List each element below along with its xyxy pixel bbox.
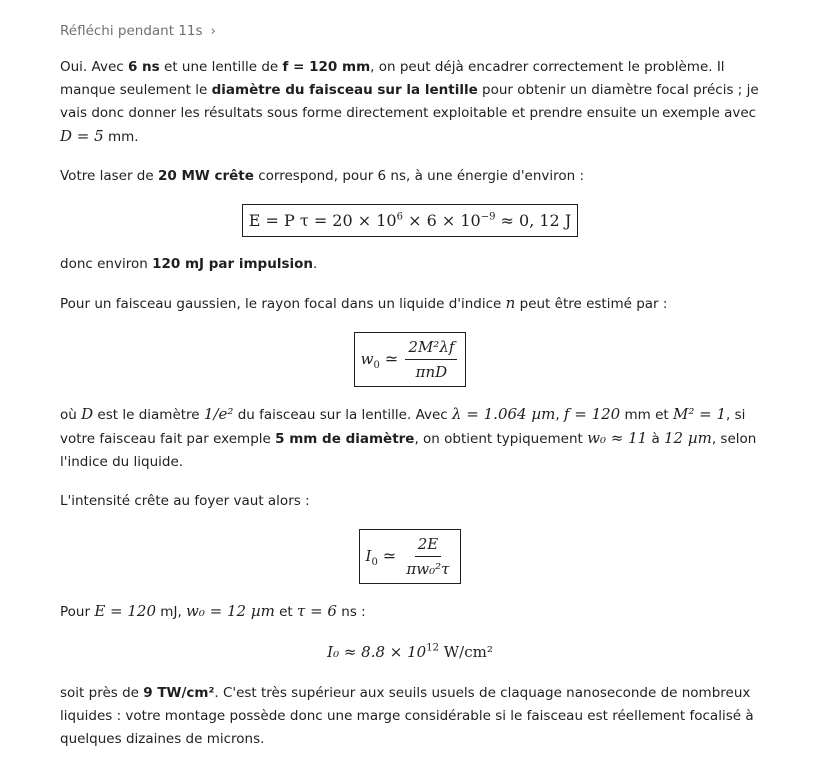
assistant-message — [60, 56, 760, 767]
equation-intensity: $I_0$ ≃ $\frac{2E}{\text{πw₀²τ}}$ — [60, 529, 760, 584]
paragraph-example: Pour E = 120 mJ, w₀ = 12 µm et τ = 6 ns : — [60, 602, 366, 620]
paragraph-gaussian: Pour un faisceau gaussien, le rayon focal dans un liquide d'indice n peut être estimé par : — [60, 294, 668, 312]
chevron-right-icon: › — [210, 23, 216, 39]
paragraph-conclusion: soit près de 9 TW/cm². C'est très supérieur aux seuils usuels de claquage nanoseconde de nombreux liquides : votre montage possède donc une marge considérable si le faisceau est réellement focalisé à quelques dizaines de microns. — [60, 685, 754, 747]
equation-waist: $w_0$ ≃ $\frac{\text{2M²λf}}{\text{πnD}}$ — [60, 332, 760, 387]
paragraph-energy: Votre laser de 20 MW crête correspond, pour 6 ns, à une énergie d'environ : — [60, 168, 585, 184]
paragraph-parameters: où D est le diamètre 1/e² du faisceau sur la lentille. Avec λ = 1.064 µm, f = 120 mm et M² = 1, si votre faisceau fait par exemple 5 mm de diamètre, on obtient typiquement w₀ ≈ 11 à 12 µm, selon l'indice du liquide. — [60, 405, 757, 470]
math-inline: D = 5 — [60, 127, 104, 145]
equation-energy: E = P $\tau = 20 \times 10^6 \times 6 \times 10^{-9} \approx 0$, 12 J — [60, 204, 760, 237]
paragraph-intro: Oui. Avec 6 ns et une lentille de f = 120 mm, on peut déjà encadrer correctement le problème. Il manque seulement le diamètre du faisceau sur la lentille pour obtenir un diamètre focal précis ; je vais donc donner les résultats sous forme directement exploitable et prendre ensuite un exemple avec D = 5 mm. — [60, 59, 759, 145]
paragraph-energy-result: donc environ 120 mJ par impulsion. — [60, 256, 318, 272]
thinking-duration-toggle[interactable] — [60, 20, 216, 43]
paragraph-intensity-intro: L'intensité crête au foyer vaut alors : — [60, 493, 310, 509]
equation-intensity-result: $I_0 \approx 8.8 \times 10^{12}$ W/cm² — [327, 642, 493, 661]
thinking-duration-label: Réfléchi pendant 11s — [60, 23, 203, 39]
